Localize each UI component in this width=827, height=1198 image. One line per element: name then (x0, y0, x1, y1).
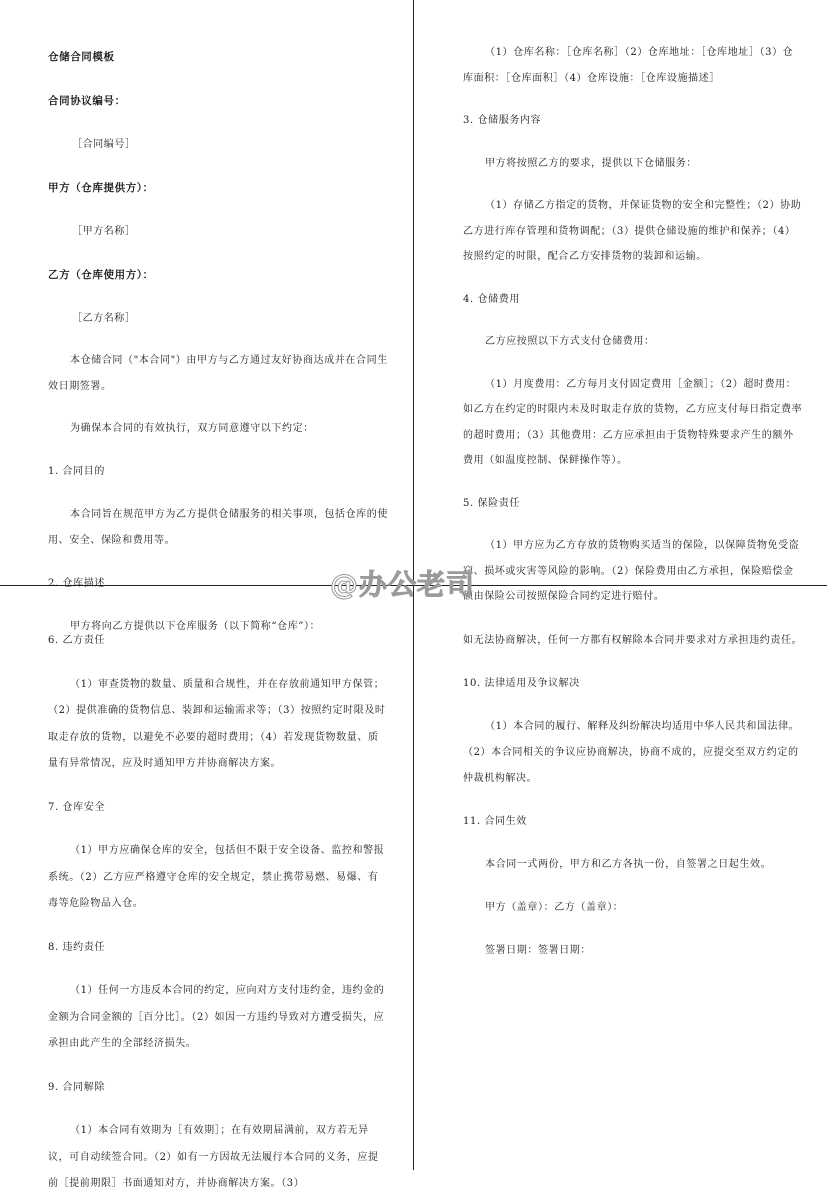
paragraph-q3-2: 7. 仓库安全 (48, 801, 105, 813)
paragraph-q3-1: （1）审查货物的数量、质量和合规性，并在存放前通知甲方保管；（2）提供准确的货物信息、装卸和运输需求等；（3）按照约定时限及时取走存放的货物，以避免不必要的超时费用；（4）若发现货物数量、质量有异常情况，应及时通知甲方并协商解决方案。 (48, 678, 386, 769)
paragraph-q1-12: 甲方将向乙方提供以下仓库服务（以下简称“仓库”）： (70, 621, 321, 632)
heading-q1-0: 仓储合同模板 (48, 51, 115, 63)
paragraph-q3-4: 8. 违约责任 (48, 941, 105, 953)
watermark-logo: @办公老司 (330, 568, 476, 601)
paragraph-q2-3: （1）存储乙方指定的货物，并保证货物的安全和完整性；（2）协助乙方进行库存管理和货物调配；（3）提供仓储设施的维护和保养；（4）按照约定的时限，配合乙方安排货物的装卸和运输。 (463, 200, 802, 262)
paragraph-q1-2: ［合同编号］ (72, 139, 136, 150)
page-bottom-right (463, 628, 803, 964)
page-top-left (48, 44, 388, 640)
paragraph-q1-11: 2. 仓库描述 (48, 578, 105, 589)
paragraph-q3-3: （1）甲方应确保仓库的安全，包括但不限于安全设备、监控和警报系统。（2）乙方应严格遵守仓库的安全规定，禁止携带易燃、易爆、有毒等危险物品入仓。 (48, 845, 385, 909)
paragraph-q3-0: 6. 乙方责任 (48, 635, 105, 646)
paragraph-q2-6: （1）月度费用：乙方每月支付固定费用［金额］；（2）超时费用：如乙方在约定的时限内未及时取走存放的货物，乙方应支付每日指定费率的超时费用；（3）其他费用：乙方应承担由于货物特殊要求产生的额外费用（如温度控制、保鲜操作等）。 (463, 378, 803, 466)
paragraph-q4-3: 11. 合同生效 (463, 816, 527, 827)
heading-q1-1: 合同协议编号： (48, 95, 126, 107)
paragraph-q4-1: 10. 法律适用及争议解决 (463, 678, 580, 689)
paragraph-q2-2: 甲方将按照乙方的要求，提供以下仓储服务： (485, 157, 697, 169)
paragraph-q3-7: （1）本合同有效期为［有效期］；在有效期届满前，双方若无异议，可自动续签合同。（2）如有一方因故无法履行本合同的义务，应提前［提前期限］书面通知对方，并协商解决方案。（3） (48, 1125, 379, 1189)
paragraph-q3-6: 9. 合同解除 (48, 1081, 105, 1093)
heading-q1-5: 乙方（仓库使用方）： (48, 269, 154, 281)
paragraph-q1-7: 本仓储合同（"本合同"）由甲方与乙方通过友好协商达成并在合同生效日期签署。 (48, 355, 388, 392)
paragraph-q1-8: 为确保本合同的有效执行，双方同意遵守以下约定： (70, 423, 314, 434)
heading-q1-3: 甲方（仓库提供方）： (48, 182, 154, 194)
paragraph-q1-4: ［甲方名称］ (72, 226, 136, 237)
paragraph-q4-4: 本合同一式两份，甲方和乙方各执一份，自签署之日起生效。 (485, 859, 772, 870)
paragraph-q2-0: （1）仓库名称：［仓库名称］（2）仓库地址：［仓库地址］（3）仓库面积：［仓库面积］（4）仓库设施：［仓库设施描述］ (463, 47, 794, 84)
paragraph-q4-5: 甲方（盖章）：乙方（盖章）： (485, 902, 624, 913)
paragraph-q4-6: 签署日期：签署日期： (485, 945, 591, 956)
paragraph-q1-10: 本合同旨在规范甲方为乙方提供仓储服务的相关事项，包括仓库的使用、安全、保险和费用等。 (48, 509, 388, 546)
page-top-right (463, 40, 803, 610)
paragraph-q1-9: 1. 合同目的 (48, 466, 105, 477)
paragraph-q1-6: ［乙方名称］ (72, 313, 136, 324)
paragraph-q4-0: 如无法协商解决，任何一方都有权解除本合同并要求对方承担违约责任。 (463, 635, 803, 646)
paragraph-q2-1: 3. 仓储服务内容 (463, 115, 542, 126)
paragraph-q2-4: 4. 仓储费用 (463, 293, 520, 305)
paragraph-q2-5: 乙方应按照以下方式支付仓储费用： (485, 336, 655, 347)
page-bottom-left (48, 628, 388, 1198)
paragraph-q4-2: （1）本合同的履行、解释及纠纷解决均适用中华人民共和国法律。（2）本合同相关的争议应协商解决，协商不成的，应提交至双方约定的仲裁机构解决。 (463, 721, 800, 784)
paragraph-q2-7: 5. 保险责任 (463, 497, 520, 509)
paragraph-q2-8: （1）甲方应为乙方存放的货物购买适当的保险，以保障货物免受盗窃、损坏或灾害等风险的影响。（2）保险费用由乙方承担，保险赔偿金额由保险公司按照保险合同约定进行赔付。 (463, 540, 800, 602)
paragraph-q3-5: （1）任何一方违反本合同的约定，应向对方支付违约金，违约金的金额为合同金额的［百分比］。（2）如因一方违约导致对方遭受损失，应承担由此产生的全部经济损失。 (48, 985, 385, 1049)
